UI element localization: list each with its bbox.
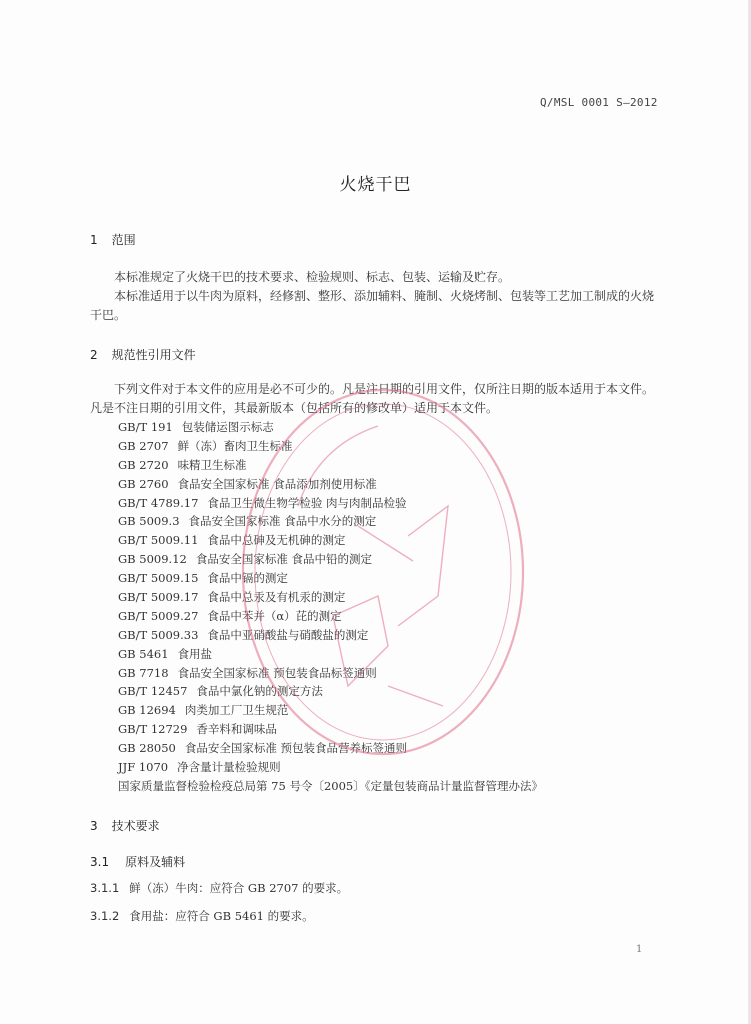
reference-title: 食品安全国家标准 食品中水分的测定 — [188, 514, 377, 529]
reference-title: 食品安全国家标准 预包装食品标签通则 — [177, 665, 377, 680]
reference-code: GB 2720 — [118, 457, 169, 472]
normative-intro: 下列文件对于本文件的应用是必不可少的。凡是注日期的引用文件，仅所注日期的版本适用于本文件。凡是不注日期的引用文件，其最新版本（包括所有的修改单）适用于本文件。 — [90, 382, 655, 415]
reference-title: 食品中氯化钠的测定方法 — [196, 684, 323, 699]
reference-code: GB 5461 — [118, 646, 169, 661]
reference-item — [118, 418, 543, 437]
reference-item — [118, 531, 543, 550]
section-3-title: 技术要求 — [111, 819, 160, 833]
requirement-item — [90, 880, 348, 896]
reference-title: 食品中镉的测定 — [207, 571, 288, 586]
scope-paragraph-2: 本标准适用于以牛肉为原料，经修割、整形、添加辅料、腌制、火烧烤制、包装等工艺加工制成的火烧干巴。 — [90, 289, 655, 322]
section-2-number: 2 — [90, 348, 98, 362]
reference-code: GB/T 5009.15 — [118, 571, 199, 586]
reference-item — [118, 645, 543, 664]
reference-title: 食品安全国家标准 食品添加剂使用标准 — [177, 476, 377, 491]
reference-item — [118, 701, 543, 720]
subsection-3-1-title: 原料及辅料 — [125, 855, 186, 869]
reference-code: GB 28050 — [118, 741, 176, 756]
reference-item — [118, 626, 543, 645]
reference-code: GB 12694 — [118, 703, 176, 718]
reference-code: GB/T 12457 — [118, 684, 188, 699]
reference-title: 食用盐 — [177, 646, 213, 661]
reference-item — [118, 682, 543, 701]
document-title: 火烧干巴 — [339, 175, 412, 195]
requirement-text: 鲜（冻）牛肉：应符合 GB 2707 的要求。 — [129, 881, 349, 895]
section-3-number: 3 — [90, 819, 98, 833]
reference-code: GB 5009.12 — [118, 552, 187, 567]
reference-title: 净含量计量检验规则 — [177, 760, 281, 775]
reference-code: JJF 1070 — [118, 760, 169, 775]
reference-title: 香辛料和调味品 — [196, 722, 277, 737]
reference-code: GB/T 5009.27 — [118, 608, 199, 623]
reference-title: 食品安全国家标准 预包装食品营养标签通则 — [184, 741, 408, 756]
reference-code: GB/T 5009.11 — [118, 533, 199, 548]
reference-item — [118, 588, 543, 607]
reference-title: 食品中总砷及无机砷的测定 — [207, 533, 346, 548]
reference-title: 食品中亚硝酸盐与硝酸盐的测定 — [207, 627, 369, 642]
reference-title: 肉类加工厂卫生规范 — [184, 703, 289, 718]
subsection-3-1-heading — [90, 853, 185, 870]
reference-code: GB/T 4789.17 — [118, 495, 199, 510]
reference-item — [118, 494, 543, 513]
reference-code: GB 5009.3 — [118, 514, 180, 529]
reference-code: GB/T 191 — [118, 420, 173, 434]
reference-item — [118, 720, 543, 739]
reference-list — [118, 418, 543, 796]
reference-item — [118, 739, 543, 758]
reference-item — [118, 512, 543, 531]
reference-title: 味精卫生标准 — [177, 457, 247, 472]
section-2-heading — [90, 346, 196, 363]
reference-item — [118, 664, 543, 683]
reference-item — [118, 437, 543, 456]
subsection-3-1-number: 3.1 — [90, 855, 110, 869]
section-3-heading — [90, 817, 160, 834]
requirement-number: 3.1.1 — [90, 881, 120, 895]
reference-title: 食品安全国家标准 食品中铅的测定 — [195, 552, 373, 567]
reference-code: GB/T 5009.17 — [118, 590, 199, 605]
reference-title: 包装储运图示标志 — [181, 420, 274, 434]
scope-paragraph-1: 本标准规定了火烧干巴的技术要求、检验规则、标志、包装、运输及贮存。 — [114, 270, 511, 284]
reference-item — [118, 456, 543, 475]
reference-title: 国家质量监督检验检疫总局第 75 号令〔2005〕《定量包装商品计量监督管理办法》 — [118, 778, 543, 793]
reference-item — [118, 475, 543, 494]
section-1-heading — [90, 231, 136, 248]
reference-code: GB/T 12729 — [118, 722, 188, 737]
reference-item — [118, 569, 543, 588]
reference-item — [118, 550, 543, 569]
requirement-text: 食用盐：应符合 GB 5461 的要求。 — [129, 909, 314, 923]
reference-title: 食品卫生微生物学检验 肉与肉制品检验 — [207, 495, 407, 510]
reference-title: 食品中苯并（α）芘的测定 — [207, 608, 342, 623]
section-1-number: 1 — [90, 233, 98, 247]
reference-item — [118, 777, 543, 796]
reference-item — [118, 607, 543, 626]
section-2-title: 规范性引用文件 — [111, 348, 196, 362]
requirement-number: 3.1.2 — [90, 909, 120, 923]
reference-code: GB 2707 — [118, 438, 169, 453]
reference-title: 食品中总汞及有机汞的测定 — [207, 590, 346, 605]
reference-code: GB 2760 — [118, 476, 169, 491]
reference-code: GB/T 5009.33 — [118, 627, 199, 642]
reference-title: 鲜（冻）畜肉卫生标准 — [177, 438, 293, 453]
reference-code: GB 7718 — [118, 665, 169, 680]
reference-item — [118, 758, 543, 777]
standard-code: Q/MSL 0001 S—2012 — [540, 96, 658, 109]
section-1-title: 范围 — [111, 233, 136, 247]
requirement-item — [90, 908, 314, 924]
page-number: 1 — [636, 944, 643, 955]
